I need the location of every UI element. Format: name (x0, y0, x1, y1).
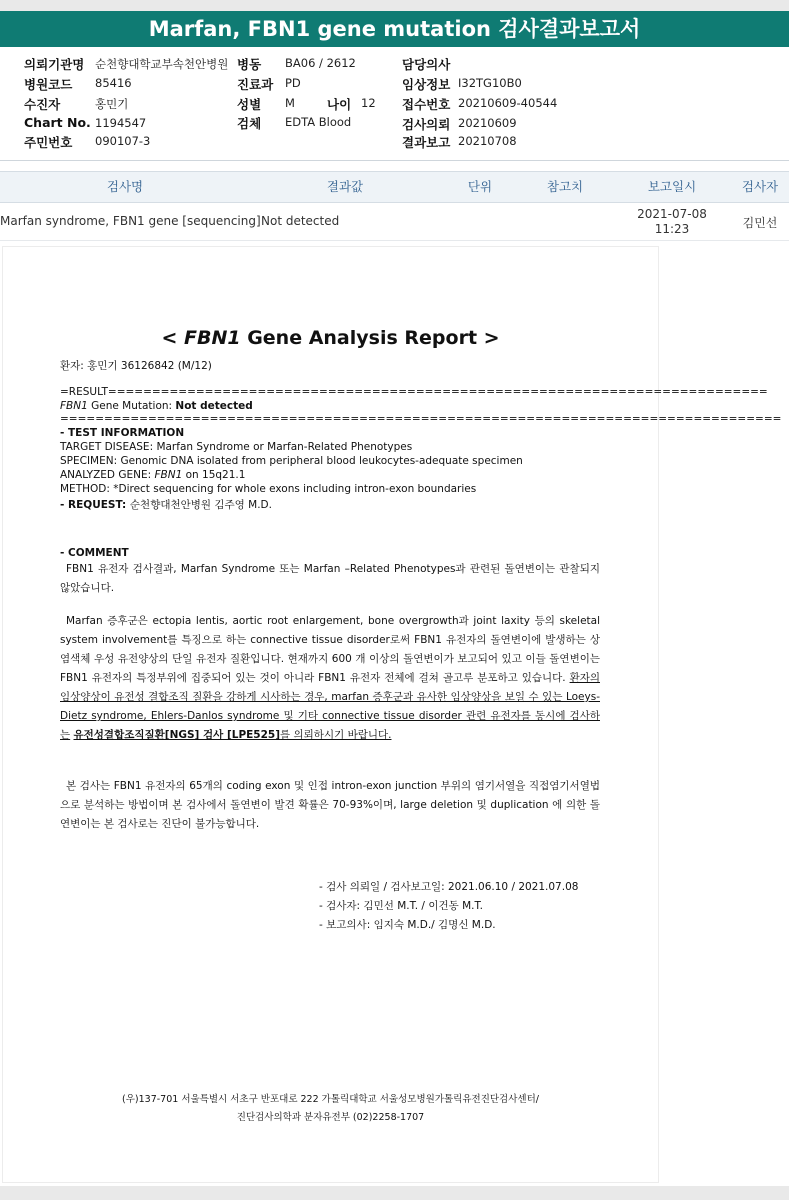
ward-label: 병동 (237, 57, 262, 72)
receipt-value: 20210609-40544 (458, 96, 558, 110)
top-strip (0, 0, 789, 11)
report-date-label: 결과보고 (402, 135, 451, 150)
page-title: Marfan, FBN1 gene mutation 검사결과보고서 (0, 11, 789, 47)
specimen-line: SPECIMEN: Genomic DNA isolated from peripheral blood leukocytes-adequate specimen (60, 455, 523, 467)
patient-value: 홍민기 (95, 97, 129, 111)
code-label: 병원코드 (24, 77, 73, 92)
col-result: 결과값 (326, 179, 364, 194)
clinical-label: 임상정보 (402, 77, 451, 92)
receipt-label: 접수번호 (402, 97, 451, 112)
specimen-label: 검체 (237, 116, 262, 131)
row-result: Not detected (261, 214, 340, 228)
bottom-strip (0, 1186, 789, 1200)
row-time: 11:23 (654, 222, 690, 236)
test-info-heading: - TEST INFORMATION (60, 427, 185, 439)
sex-value: M (285, 96, 295, 110)
patient-label: 수진자 (24, 97, 61, 112)
clinical-value: I32TG10B0 (458, 76, 522, 90)
row-tester: 김민선 (742, 216, 778, 230)
divider (0, 160, 789, 161)
patient-line: 환자: 홍민기 36126842 (M/12) (60, 360, 212, 372)
mutation-result: FBN1 Gene Mutation: Not detected (60, 400, 253, 412)
report-date-value: 20210708 (458, 134, 517, 148)
col-test-name: 검사명 (106, 179, 144, 194)
age-value: 12 (361, 96, 376, 110)
target-disease: TARGET DISEASE: Marfan Syndrome or Marfan-Related Phenotypes (60, 441, 413, 453)
sex-label: 성별 (237, 97, 262, 112)
request-line: - REQUEST: 순천향대천안병원 김주영 M.D. (60, 499, 272, 511)
dept-label: 진료과 (237, 77, 274, 92)
report-title: < FBN1 Gene Analysis Report > (161, 327, 500, 349)
ssn-label: 주민번호 (24, 135, 73, 150)
signature-doctors: - 보고의사: 임지숙 M.D./ 김명신 M.D. (319, 919, 496, 931)
result-table-header (0, 171, 789, 203)
signature-dates: - 검사 의뢰일 / 검사보고일: 2021.06.10 / 2021.07.08 (319, 881, 579, 893)
patient-info (0, 53, 789, 153)
hospital-value: 순천향대학교부속천안병원 (95, 57, 229, 71)
code-value: 85416 (95, 76, 132, 90)
comment-paragraph-3: 본 검사는 FBN1 유전자의 65개의 coding exon 및 인접 intron-exon junction 부위의 염기서열을 직접염기서열법으로 분석하는 방법이며 본 검사에서 돌연변이 발견 확률은 70-93%이며, large deletion 및 duplication 에 의한 돌연변이는 본 검사로는 진단이 불가능합니다. (60, 780, 600, 830)
request-value: 20210609 (458, 116, 517, 130)
col-report-date: 보고일시 (647, 179, 697, 194)
comment-paragraph-1: FBN1 유전자 검사결과, Marfan Syndrome 또는 Marfan –Related Phenotypes과 관련된 돌연변이는 관찰되지 않았습니다. (60, 563, 600, 594)
chart-value: 1194547 (95, 116, 147, 130)
age-label: 나이 (327, 97, 352, 112)
col-unit: 단위 (467, 179, 493, 194)
result-divider: =RESULT=========================================================================== (60, 386, 768, 398)
table-row[interactable] (0, 202, 789, 241)
request-label: 검사의뢰 (402, 117, 451, 132)
col-reference: 참고치 (546, 179, 584, 194)
signature-testers: - 검사자: 김민선 M.T. / 이건동 M.T. (319, 900, 483, 912)
row-date: 2021-07-08 (637, 207, 707, 221)
ssn-value: 090107-3 (95, 134, 151, 148)
col-tester: 검사자 (741, 179, 779, 194)
footer-department: 진단검사의학과 분자유전부 (02)2258-1707 (236, 1112, 425, 1123)
comment-paragraph-2: Marfan 증후군은 ectopia lentis, aortic root enlargement, bone overgrowth과 joint laxity 등의 skeletal system involvement를 특징으로 하는 connective tissue disorder로써 FBN1 유전자의 돌연변이에 발생하는 상염색체 우성 유전양상의 단일 유전자 질환입니다. 현재까지 600 개 이상의 돌연변이가 보고되어 있고 이들 돌연변이는 FBN1 유전자의 특정부위에 집중되어 있는 것이 아니라 FBN1 유전자 전체에 걸쳐 골고루 분포하고 있습니다. 환자의 임상양상이 유전성 결합조직 질환을 강하게 시사하는 경우, marfan 증후군과 유사한 임상양상을 보일 수 있는 Loeys-Dietz syndrome, Ehlers-Danlos syndrome 및 기타 connective tissue disorder 관련 유전자를 동시에 검사하는 유전성결합조직질환[NGS] 검사 [LPE525]를 의뢰하시기 바랍니다. (60, 615, 600, 741)
section-divider: ================================================================================== (60, 413, 782, 425)
method-line: METHOD: *Direct sequencing for whole exons including intron-exon boundaries (60, 483, 477, 495)
hospital-label: 의뢰기관명 (24, 57, 85, 72)
dept-value: PD (285, 76, 301, 90)
ward-value: BA06 / 2612 (285, 56, 356, 70)
analyzed-gene: ANALYZED GENE: FBN1 on 15q21.1 (60, 469, 246, 481)
report-document (2, 246, 782, 1183)
comment-heading: - COMMENT (60, 547, 129, 559)
chart-label: Chart No. (24, 115, 91, 130)
doctor-label: 담당의사 (402, 57, 451, 72)
row-test-name: Marfan syndrome, FBN1 gene [sequencing] (0, 214, 261, 228)
specimen-value: EDTA Blood (285, 115, 352, 129)
footer-address: (우)137-701 서울특별시 서초구 반포대로 222 가톨릭대학교 서울성모병원가톨릭유전진단검사센터/ (122, 1094, 539, 1105)
